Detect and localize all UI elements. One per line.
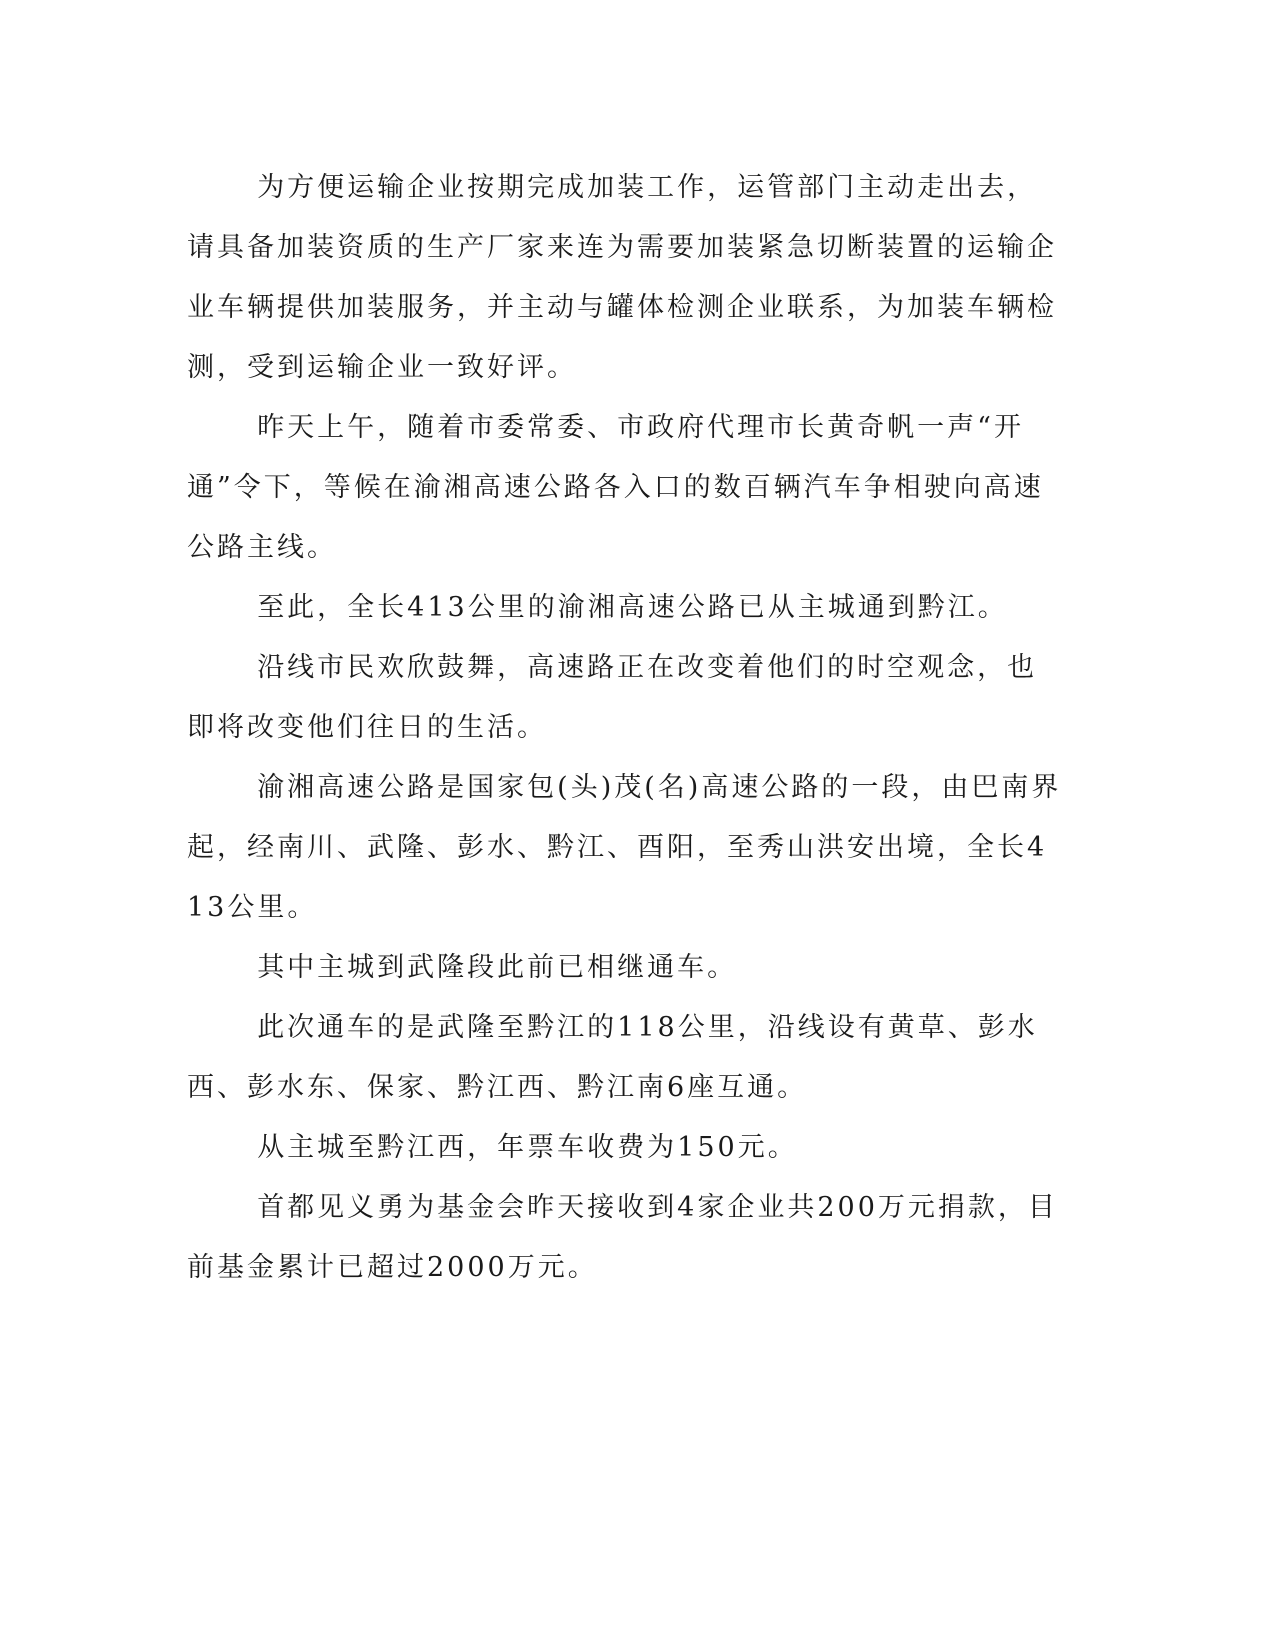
document-body (187, 158, 1067, 1298)
paragraph-6: 其中主城到武隆段此前已相继通车。 (257, 952, 738, 983)
paragraph-1: 为方便运输企业按期完成加装工作，运管部门主动走出去，请具备加装资质的生产厂家来连为需要加装紧急切断装置的运输企业车辆提供加装服务，并主动与罐体检测企业联系，为加装车辆检测，受到运输企业一致好评。 (187, 172, 1057, 383)
paragraph-7: 此次通车的是武隆至黔江的118公里，沿线设有黄草、彭水西、彭水东、保家、黔江西、黔江南6座互通。 (187, 1012, 1038, 1103)
paragraph-3: 至此，全长413公里的渝湘高速公路已从主城通到黔江。 (257, 592, 1008, 623)
paragraph-5: 渝湘高速公路是国家包(头)茂(名)高速公路的一段，由巴南界起，经南川、武隆、彭水、黔江、酉阳，至秀山洪安出境，全长413公里。 (187, 772, 1062, 923)
paragraph-4: 沿线市民欢欣鼓舞，高速路正在改变着他们的时空观念，也即将改变他们往日的生活。 (187, 652, 1038, 743)
paragraph-8: 从主城至黔江西，年票车收费为150元。 (257, 1132, 798, 1163)
paragraph-9: 首都见义勇为基金会昨天接收到4家企业共200万元捐款，目前基金累计已超过2000万元。 (187, 1192, 1058, 1283)
paragraph-2: 昨天上午，随着市委常委、市政府代理市长黄奇帆一声“开通”令下，等候在渝湘高速公路各入口的数百辆汽车争相驶向高速公路主线。 (187, 412, 1044, 563)
